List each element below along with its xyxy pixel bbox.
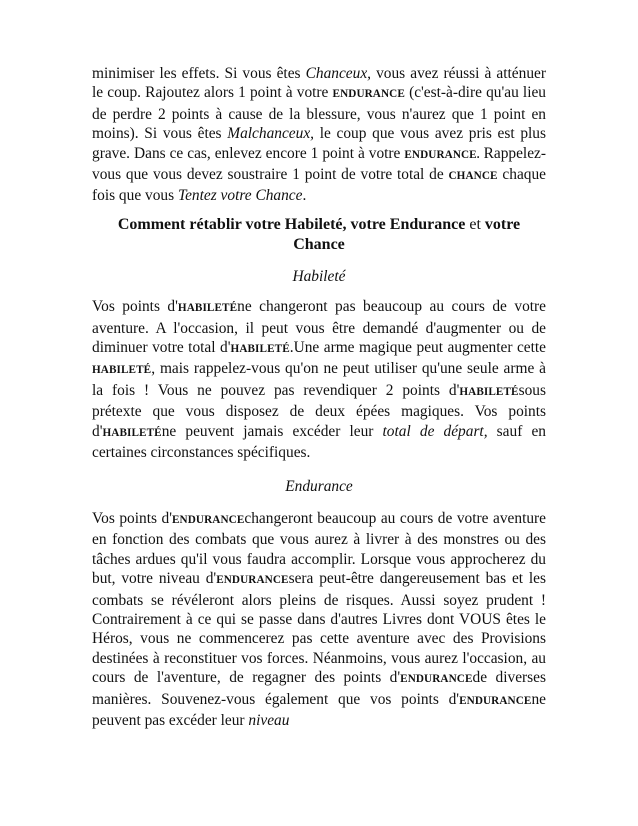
stat-term: ENDURANCE. <box>404 148 480 161</box>
book-page <box>92 64 546 730</box>
text-run: . <box>302 187 307 205</box>
text-run: sauf en certaines circonstances spécifiques. <box>92 422 546 462</box>
text-run: ne peuvent jamais excéder leur <box>161 422 383 440</box>
italic-term: niveau <box>248 711 290 729</box>
text-run: le coup que vous avez pris est plus grave. Dans ce cas, enlevez encore 1 point à votre <box>92 125 546 162</box>
heading-bold-part: votre Chance <box>293 215 521 253</box>
stat-term: HABILETÉ <box>102 426 162 439</box>
stat-term: ENDURANCE <box>216 574 289 587</box>
text-run: .Une arme magique peut augmenter cette <box>289 339 546 357</box>
text-run: Vos points d' <box>92 509 172 527</box>
italic-term: Chanceux, <box>305 65 371 82</box>
text-run: sera peut-être dangereusement bas et les combats se révéleront alors pleins de risques. Aussi soyez prudent ! Contrairement à ce qui se passe dans d'autres Livres dont VOUS êtes le Héros, vous ne commencerez pas cette aventure avec des Provisions destinées à reconstituer vos forces. Néanmoins, vous aurez l'occasion, au cours de l'aventure, de regagner des points d' <box>92 570 546 687</box>
stat-term: ENDURANCE <box>332 88 405 101</box>
paragraph-luck-rules <box>92 64 546 206</box>
text-run: sous prétexte que vous disposez de deux épées magiques. Vos points d' <box>92 381 546 440</box>
text-run: Vos points d' <box>92 298 178 316</box>
text-run: changeront beaucoup au cours de votre aventure en fonction des combats que vous aurez à livrer à des monstres ou des tâches ardues qu'il vous faudra accomplir. Lorsque vous approcherez du but, votre niveau d' <box>92 509 546 588</box>
stat-term: HABILETÉ <box>459 385 519 398</box>
text-run: (c'est-à-dire qu'au lieu de perdre 2 points à cause de la blessure, vous n'aurez que 1 point en moins). Si vous êtes <box>92 84 546 143</box>
stat-term: HABILETÉ <box>177 302 238 315</box>
paragraph-habilete <box>92 297 546 462</box>
text-run: ne changeront pas beaucoup au cours de votre aventure. A l'occasion, il peut vous être demandé d'augmenter ou de diminuer votre total d' <box>92 298 546 357</box>
heading-bold-part: Comment rétablir votre Habileté, votre Endurance <box>117 215 466 233</box>
text-run: , mais rappelez-vous qu'on ne peut utiliser qu'une seule arme à la fois ! Vous ne pouvez pas revendiquer 2 points d' <box>92 360 546 399</box>
italic-term: total de départ, <box>382 422 488 440</box>
text-run: chaque fois que vous <box>92 166 546 205</box>
section-heading <box>92 215 546 255</box>
stat-term: ENDURANCE <box>172 513 245 526</box>
text-run: vous avez réussi à atténuer le coup. Rajoutez alors 1 point à votre <box>92 65 546 102</box>
paragraph-endurance <box>92 509 546 730</box>
stat-term: HABILETÉ <box>92 364 152 377</box>
heading-normal-part: et <box>465 215 485 233</box>
text-run: Rappelez-vous que vous devez soustraire 1 point de votre total de <box>92 144 546 184</box>
stat-term: ENDURANCE <box>400 673 473 686</box>
text-run: minimiser les effets. Si vous êtes <box>92 65 306 82</box>
italic-term: Malchanceux, <box>227 125 315 143</box>
stat-term: ENDURANCE <box>459 694 532 707</box>
stat-term: CHANCE <box>448 170 498 183</box>
text-run: de diverses manières. Souvenez-vous également que vos points d' <box>92 669 546 708</box>
text-run: ne peuvent pas excéder leur <box>92 690 546 729</box>
stat-term: HABILETÉ <box>230 343 290 356</box>
italic-term: Tentez votre Chance <box>177 187 303 205</box>
subheading-endurance: Endurance <box>285 477 353 495</box>
subheading-habilete: Habileté <box>292 267 346 285</box>
